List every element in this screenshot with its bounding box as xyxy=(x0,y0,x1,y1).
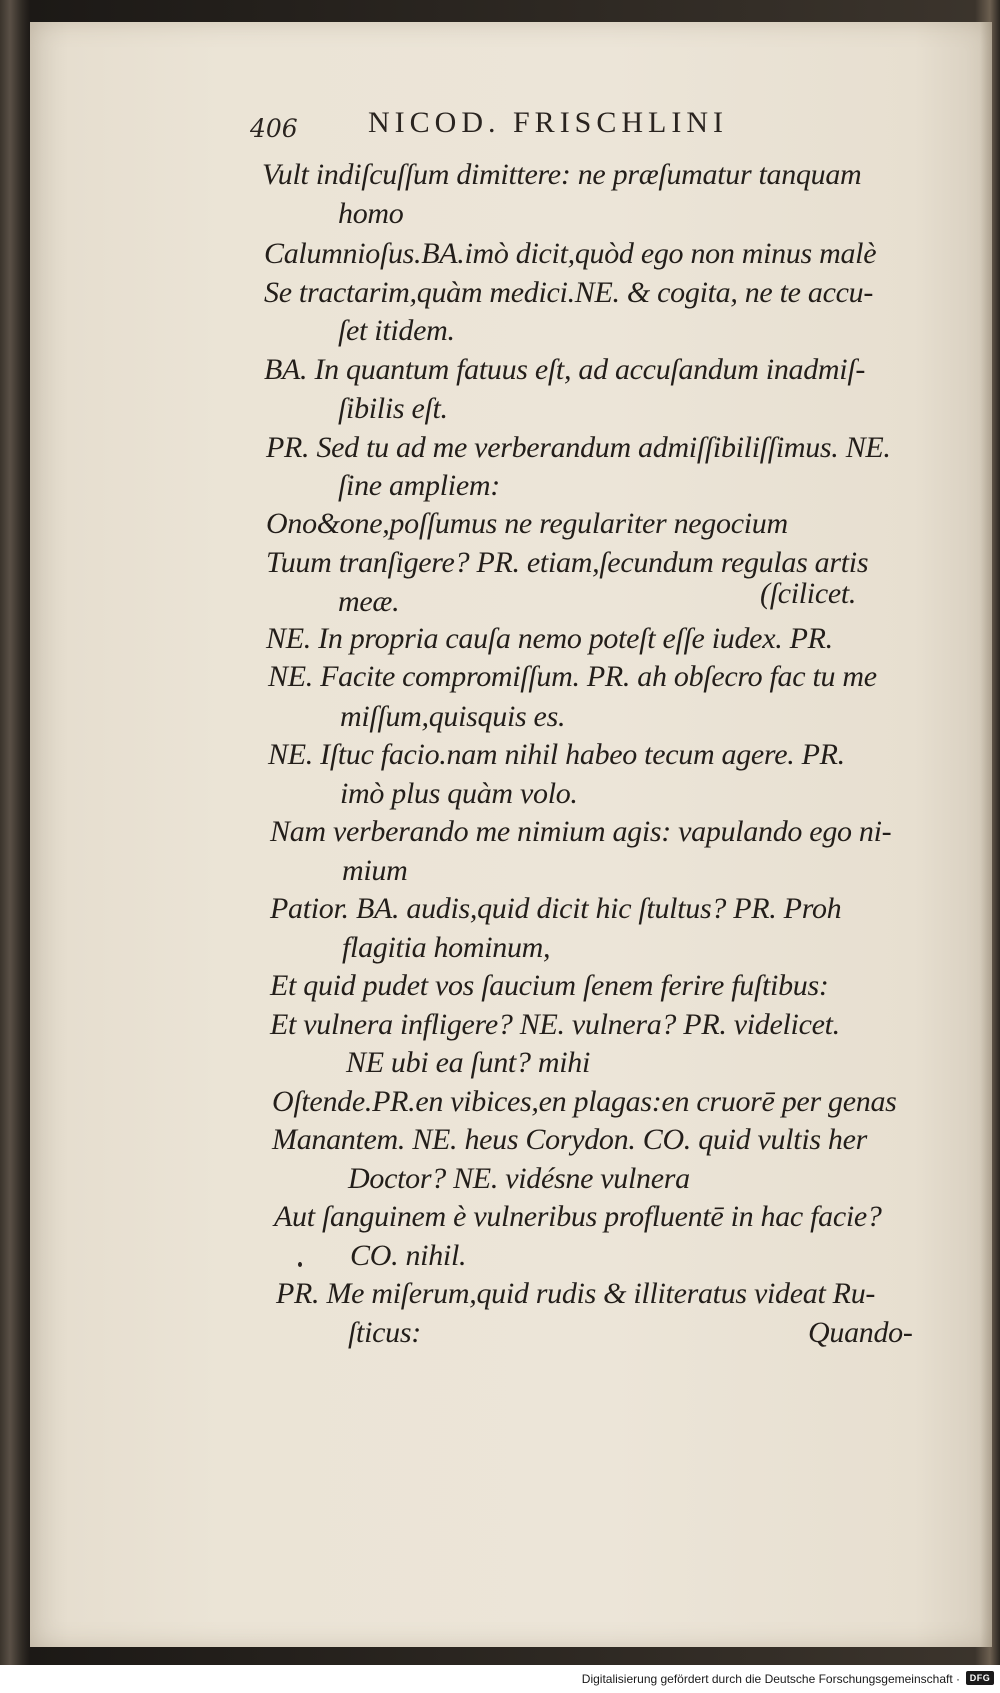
text-line: miſſum,quisquis es. xyxy=(340,700,566,733)
page-number: 406 xyxy=(250,114,298,143)
text-line: ſibilis eſt. xyxy=(338,392,448,425)
text-line: Tuum tranſigere? PR. etiam,ſecundum regulas artis xyxy=(266,546,869,579)
text-line: imò plus quàm volo. xyxy=(340,777,578,810)
text-line: NE. Facite compromiſſum. PR. ah obſecro fac tu me xyxy=(268,660,877,693)
text-line: Se tractarim,quàm medici.NE. & cogita, ne te accu- xyxy=(264,276,874,309)
text-line: Nam verberando me nimium agis: vapulando ego ni- xyxy=(270,815,892,848)
text-line: ſet itidem. xyxy=(338,314,455,347)
text-line: Et vulnera infligere? NE. vulnera? PR. videlicet. xyxy=(270,1008,840,1041)
text-line: PR. Sed tu ad me verberandum admiſſibiliſſimus. NE. xyxy=(266,431,891,464)
text-line: Oſtende.PR.en vibices,en plagas:en cruorē per genas xyxy=(272,1085,897,1118)
text-line: Ono&one,poſſumus ne regulariter negocium xyxy=(266,507,788,540)
text-line: Et quid pudet vos ſaucium ſenem ferire fuſtibus: xyxy=(270,969,829,1002)
text-line: meæ. xyxy=(338,585,400,618)
text-line: NE ubi ea ſunt? mihi xyxy=(346,1046,590,1079)
text-line: BA. In quantum fatuus eſt, ad accuſandum inadmiſ- xyxy=(264,353,866,386)
text-line: PR. Me miſerum,quid rudis & illiteratus videat Ru- xyxy=(276,1277,876,1310)
digitization-footer xyxy=(0,1665,1000,1693)
text-line: ſticus: xyxy=(348,1316,421,1349)
text-line: Doctor? NE. vidésne vulnera xyxy=(348,1162,690,1195)
text-line: ſine ampliem: xyxy=(338,469,500,502)
text-line: homo xyxy=(338,197,404,230)
ink-speck xyxy=(298,1262,302,1267)
text-line: flagitia hominum, xyxy=(342,931,551,964)
text-line: Patior. BA. audis,quid dicit hic ſtultus? PR. Proh xyxy=(270,892,842,925)
text-line: (ſcilicet. xyxy=(760,577,857,610)
text-line: Vult indiſcuſſum dimittere: ne præſumatur tanquam xyxy=(262,158,862,191)
dfg-logo-icon: DFG xyxy=(966,1671,994,1685)
text-line: CO. nihil. xyxy=(350,1239,467,1272)
text-line: Manantem. NE. heus Corydon. CO. quid vultis her xyxy=(272,1123,868,1156)
catchword: Quando- xyxy=(808,1316,913,1349)
text-line: Calumnioſus.BA.imò dicit,quòd ego non minus malè xyxy=(264,237,877,270)
funding-note: Digitalisierung gefördert durch die Deutsche Forschungsgemeinschaft · xyxy=(581,1672,960,1686)
text-line: mium xyxy=(342,854,408,887)
text-line: NE. In propria cauſa nemo poteſt eſſe iudex. PR. xyxy=(266,622,833,655)
text-line: Aut ſanguinem è vulneribus profluentē in hac facie? xyxy=(274,1200,882,1233)
text-line: NE. Iſtuc facio.nam nihil habeo tecum agere. PR. xyxy=(268,738,845,771)
running-head: NICOD. FRISCHLINI xyxy=(368,106,729,139)
